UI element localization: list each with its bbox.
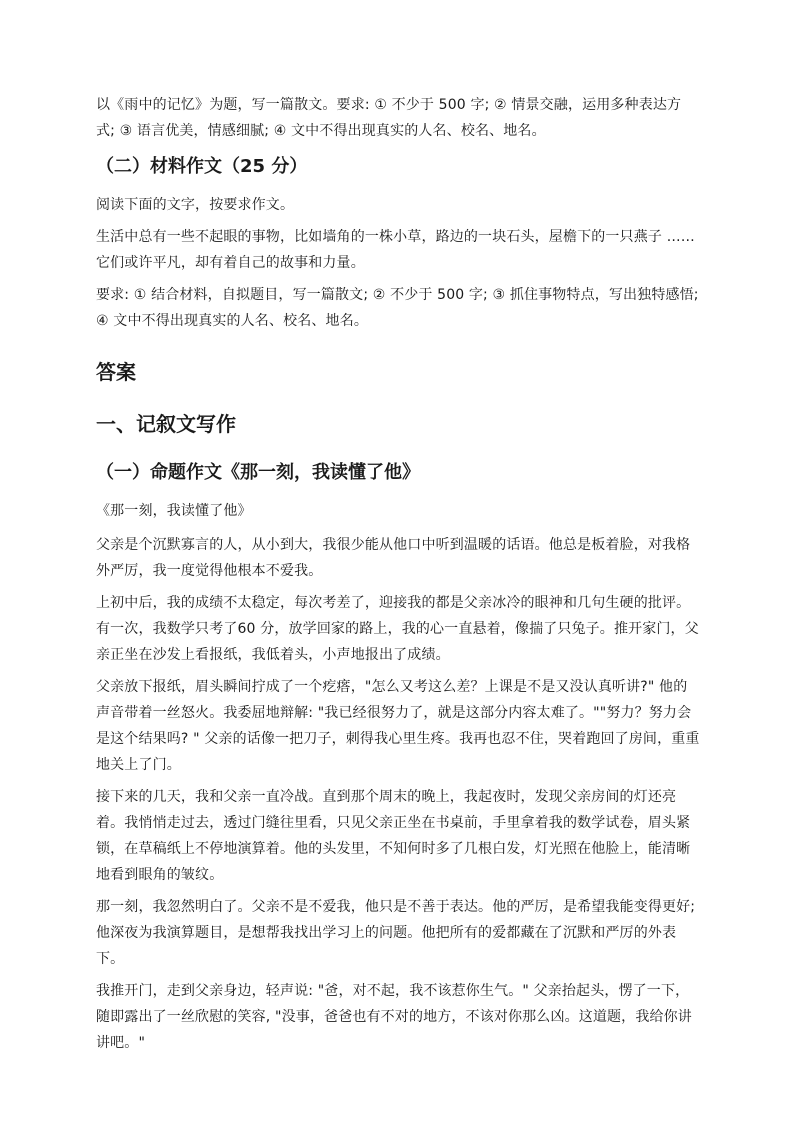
material-instruction: 阅读下面的文字，按要求作文。	[96, 197, 295, 213]
material-requirements: 要求: ① 结合材料，自拟题目，写一篇散文; ② 不少于 500 字; ③ 抓住事物特点，写出独特感悟; ④ 文中不得出现真实的人名、校名、地名。	[96, 287, 699, 329]
answer-heading: 答案	[96, 360, 136, 384]
part-heading-narrative: 一、记叙文写作	[96, 412, 236, 436]
essay-paragraph: 我推开门，走到父亲身边，轻声说: "爸，对不起，我不该惹你生气。" 父亲抬起头，愣了一下，随即露出了一丝欣慰的笑容, "没事，爸爸也有不对的地方，不该对你那么凶。这道题，我给你讲讲吧。"	[96, 983, 692, 1051]
essay-paragraph: 那一刻，我忽然明白了。父亲不是不爱我，他只是不善于表达。他的严厉，是希望我能变得更好; 他深夜为我演算题目，是想帮我找出学习上的问题。他把所有的爱都藏在了沉默和严厉的外表下。	[96, 899, 696, 967]
intro-prompt: 以《雨中的记忆》为题，写一篇散文。要求: ① 不少于 500 字; ② 情景交融，运用多种表达方式; ③ 语言优美，情感细腻; ④ 文中不得出现真实的人名、校名、地名。	[96, 97, 682, 139]
subsection-heading: （一）命题作文《那一刻，我读懂了他》	[96, 462, 420, 483]
essay-paragraph: 上初中后，我的成绩不太稳定，每次考差了，迎接我的都是父亲冰冷的眼神和几句生硬的批评。有一次，我数学只考了60 分，放学回家的路上，我的心一直悬着，像揣了只兔子。推开家门，父亲正坐在沙发上看报纸，我低着头，小声地报出了成绩。	[96, 595, 699, 663]
section-title-material-essay: （二）材料作文（25 分）	[96, 156, 308, 177]
essay-paragraph: 接下来的几天，我和父亲一直冷战。直到那个周末的晚上，我起夜时，发现父亲房间的灯还亮着。我悄悄走过去，透过门缝往里看，只见父亲正坐在书桌前，手里拿着我的数学试卷，眉头紧锁，在草稿纸上不停地演算着。他的头发里，不知何时多了几根白发，灯光照在他脸上，能清晰地看到眼角的皱纹。	[96, 789, 691, 883]
essay-paragraph: 父亲是个沉默寡言的人，从小到大，我很少能从他口中听到温暖的话语。他总是板着脸，对我格外严厉，我一度觉得他根本不爱我。	[96, 537, 691, 579]
material-text: 生活中总有一些不起眼的事物，比如墙角的一株小草，路边的一块石头，屋檐下的一只燕子 …… 它们或许平凡，却有着自己的故事和力量。	[96, 229, 695, 271]
essay-title: 《那一刻，我读懂了他》	[96, 503, 252, 519]
essay-paragraph: 父亲放下报纸，眉头瞬间拧成了一个疙瘩，"怎么又考这么差？上课是不是又没认真听讲?" 他的声音带着一丝怒火。我委屈地辩解: "我已经很努力了，就是这部分内容太难了。""努力？努力会是这个结果吗? " 父亲的话像一把刀子，刺得我心里生疼。我再也忍不住，哭着跑回了房间，重重地关上了门。	[96, 679, 700, 773]
document-content	[96, 92, 700, 1056]
